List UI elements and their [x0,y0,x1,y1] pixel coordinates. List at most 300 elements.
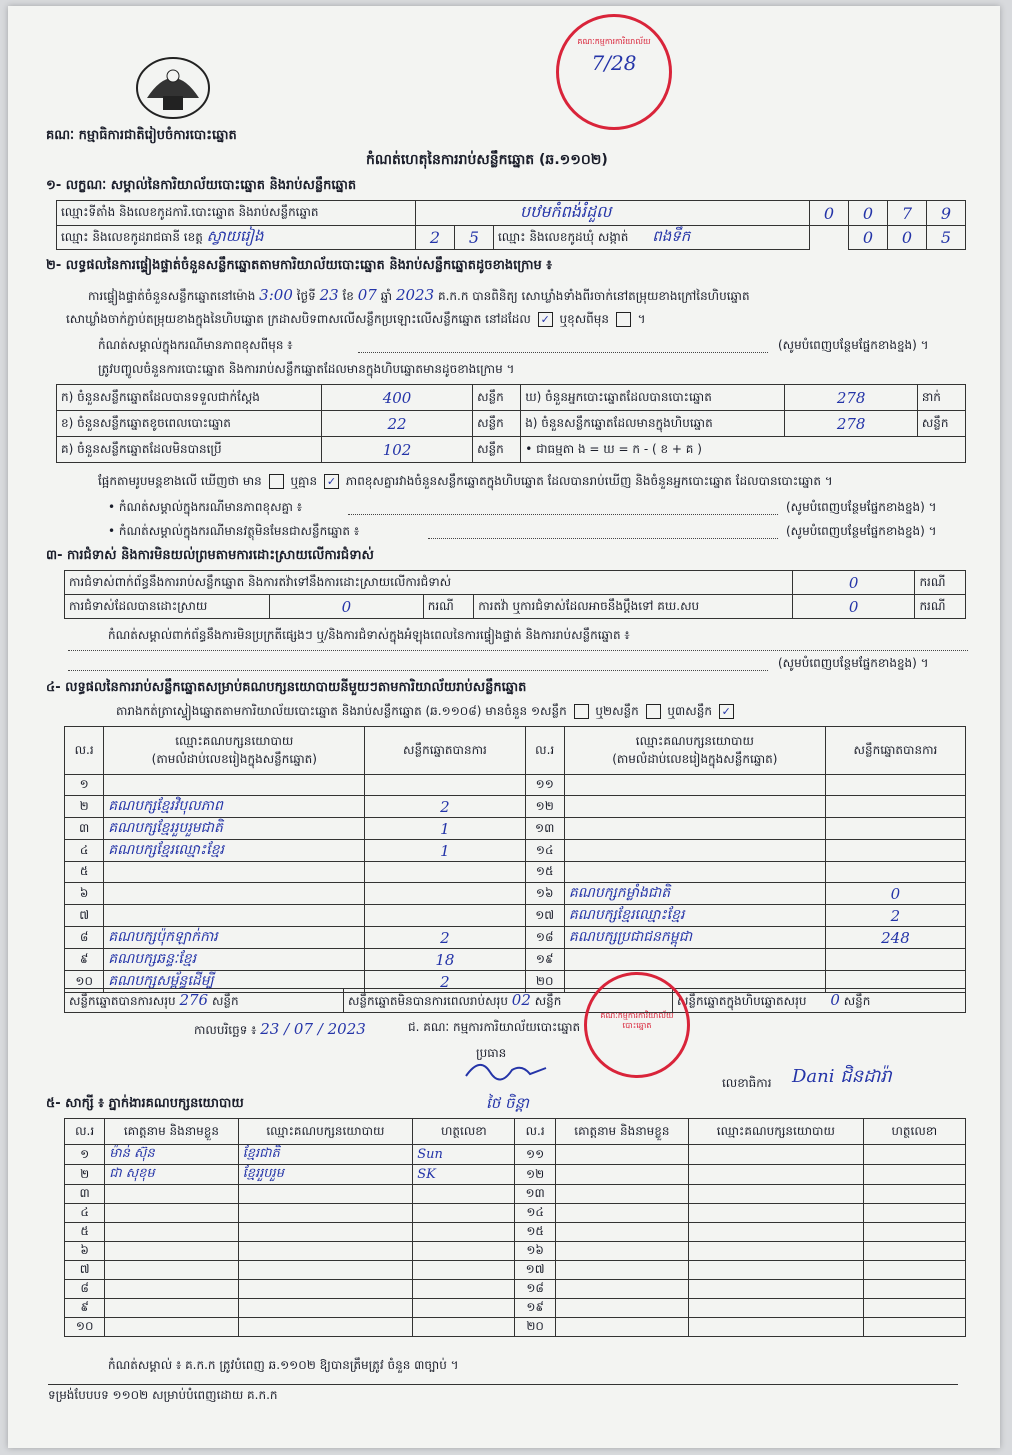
witness-party [238,1185,413,1204]
party-name [564,818,825,840]
text: ផ្អែកតាមរូបមន្តខាងលើ ឃើញថា មាន [98,474,262,488]
row-number: ១៨ [525,927,564,949]
valid-votes: 1 [365,818,525,840]
province-handwritten: ស្វាយរៀង [206,226,264,245]
witness-signature [863,1145,965,1165]
row-number: ១៣ [525,818,564,840]
witness-name [105,1242,238,1261]
irregularity-note: កំណត់សម្គាល់ពាក់ព័ន្ធនឹងការមិនប្រក្រតីផ្សេងៗ ឬ/និងការជំទាស់ក្នុងអំឡុងពេលនៃការផ្ទៀងផ្ទាត់ និងការរាប់សន្លឹកឆ្នោត ៖ [108,628,630,642]
bullet-difference: • កំណត់សម្គាល់ក្នុងករណីមានភាពខុសគ្នា ៖ [108,500,303,514]
dotted-line [348,514,778,515]
date-handwritten: 23 / 07 / 2023 [260,1020,366,1038]
row-number: ១៣ [515,1185,555,1204]
party-name [104,775,365,796]
witness-signature [413,1318,515,1337]
col-party-sub: (តាមលំដាប់លេខរៀងក្នុងសន្លឹកឆ្នោត) [151,751,317,766]
province-label: ឈ្មោះ និងលេខកូដរាជធានី ខេត្ត [61,229,203,244]
row-number: ១៦ [515,1242,555,1261]
witness-signature [413,1280,515,1299]
valid-votes: 2 [825,905,965,927]
row-number: ១៩ [525,949,564,971]
row-number: ១៩ [515,1299,555,1318]
row-number: ៧ [65,905,104,927]
stamp-top-handwritten: 7/28 [591,50,637,75]
text: សោឃ្លាំងចាក់ភ្ជាប់តម្រុយខាងក្នុងនៃហិបឆ្នោត ក្រដាសបិទពាសលើសន្លឹកប្រឡោះលើសន្លឹកឆ្នោត នៅដដែល [66,312,531,326]
party-name: គណបក្សខ្មែរឈ្មោះខ្មែរ [104,840,365,862]
count-label: ក) ចំនួនសន្លឹកឆ្នោតដែលបានទទួលជាក់ស្តែង [57,385,322,411]
col-party [564,727,825,775]
witness-signature [413,1299,515,1318]
table-row [65,905,966,927]
row-number: ១៤ [525,840,564,862]
witness-party [689,1299,864,1318]
form-title: កំណត់ហេតុនៃការរាប់សន្លឹកឆ្នោត (ឆ.១១០២) [366,152,608,168]
row-number: ១២ [515,1165,555,1185]
verification-line-2 [66,312,646,327]
total-box-cell [673,989,966,1013]
table-row [65,796,966,818]
office-name-handwritten: បឋមកំពង់រំដួល [520,202,612,221]
witness-signature [413,1204,515,1223]
witness-party [689,1318,864,1337]
party-name: គណបក្សខ្មែររួបរួមជាតិ [104,818,365,840]
text: ។ [637,312,646,326]
chair-name: ថៃ ចិន្តា [486,1094,529,1112]
one-sheet-checkbox[interactable] [574,704,589,719]
total-valid-label: សន្លឹកឆ្នោតបានការសរុប [69,993,176,1008]
count-value: 278 [785,411,917,437]
witness-party [689,1261,864,1280]
count-value: 22 [322,411,473,437]
province-code-digit: 5 [455,226,494,250]
has-difference-checkbox[interactable] [269,474,284,489]
dotted-line [68,650,968,651]
valid-votes [365,905,525,927]
commune-code-digit: 5 [927,226,966,250]
province-code-digit: 2 [416,226,455,250]
count-unit: សន្លឹក [473,385,521,411]
row-number: ១ [65,775,104,796]
table-row [65,1145,966,1165]
row-number: ១៧ [525,905,564,927]
appeal-value: 0 [792,595,915,619]
row-number: ៨ [65,927,104,949]
witness-signature [863,1223,965,1242]
stamp-middle-text: គណៈកម្មការការិយាល័យបោះឆ្នោត [600,1011,674,1030]
valid-votes [825,775,965,796]
official-stamp-middle [584,972,690,1078]
difference-check-line [98,474,833,489]
appeal-unit: ករណី [915,595,966,619]
bullet-suffix: (សូមបំពេញបន្ថែមផ្នែកខាងខ្នង) ។ [786,500,937,514]
valid-votes [825,949,965,971]
form-footer: ទម្រង់បែបបទ ១១០២ សម្រាប់បំពេញដោយ គ.ក.ក [48,1388,278,1402]
valid-votes [825,818,965,840]
count-unit: សន្លឹក [917,411,965,437]
witness-party [689,1185,864,1204]
count-unit: សន្លឹក [473,437,521,463]
witness-name [555,1145,688,1165]
row-number: ១១ [525,775,564,796]
day-handwritten: 23 [319,286,339,304]
table-row [65,1204,966,1223]
table-row [65,927,966,949]
witness-name [555,1242,688,1261]
witness-party [238,1242,413,1261]
table-row [65,1280,966,1299]
party-name: គណបក្សខ្មែរឈ្មោះខ្មែរ [564,905,825,927]
text: ឬគ្មាន [290,474,318,488]
party-name: គណបក្សខ្មែរវិបុលភាព [104,796,365,818]
official-stamp-top [556,14,672,130]
office-code-digit: 0 [849,201,888,226]
table-row [65,1261,966,1280]
office-value [416,201,810,226]
row-number: ៩ [65,1299,105,1318]
col-party-sub: (តាមលំដាប់លេខរៀងក្នុងសន្លឹកឆ្នោត) [612,751,778,766]
row-number: ១២ [525,796,564,818]
row-number: ១៥ [525,862,564,883]
totals-table [64,988,966,1013]
witness-signature: SK [413,1165,515,1185]
party-name: គណបក្សប្រជាជនកម្ពុជា [564,927,825,949]
table-row [65,1242,966,1261]
objection-label: ការជំទាស់ពាក់ព័ន្ធនឹងការរាប់សន្លឹកឆ្នោត និងការតវ៉ាទៅនឹងការដោះស្រាយលើការជំទាស់ [65,571,793,595]
secretary-name: Dani ជិនដារ៉ា [792,1066,892,1087]
witness-signature [863,1242,965,1261]
witness-party [238,1223,413,1242]
row-number: ២០ [525,971,564,993]
witness-name [105,1318,238,1337]
row-number: ១៧ [515,1261,555,1280]
witness-party [238,1299,413,1318]
valid-votes [825,840,965,862]
witness-party [689,1242,864,1261]
valid-votes: 0 [825,883,965,905]
office-identity-table [56,200,966,250]
appeal-label: ការតវ៉ា ឬការជំទាស់ដែលអាចនឹងប្តឹងទៅ គឃ.សប [474,595,793,619]
witness-name: ម៉ាន់ ស៊ុន [105,1145,238,1165]
witness-name [105,1223,238,1242]
chair-signature-icon [460,1054,550,1088]
commune-cell [494,226,810,250]
party-name [564,862,825,883]
valid-votes: 1 [365,840,525,862]
time-handwritten: 3:00 [259,286,293,304]
text: ខែ [342,289,354,303]
two-sheet-checkbox[interactable] [646,704,661,719]
count-label: គ) ចំនួនសន្លឹកឆ្នោតដែលមិនបានប្រើ [57,437,322,463]
valid-votes: 2 [365,927,525,949]
table-row [65,840,966,862]
footer-divider [48,1384,958,1385]
dotted-line [68,670,768,671]
witness-party [238,1204,413,1223]
valid-votes [365,862,525,883]
col-votes: សន្លឹកឆ្នោតបានការ [825,727,965,775]
col-party-title: ឈ្មោះគណបក្សនយោបាយ [635,733,754,748]
valid-votes [365,775,525,796]
count-value: 278 [785,385,917,411]
witness-name [105,1299,238,1318]
row-number: ៧ [65,1261,105,1280]
text: ឬខុសពីមុន [559,312,610,326]
verification-line-1 [88,286,750,304]
witness-party: ខ្មែរជាតិ [238,1145,413,1165]
col-sign: ហត្ថលេខា [863,1119,965,1145]
party-name [564,949,825,971]
witness-name [555,1185,688,1204]
witness-party [238,1280,413,1299]
witness-party [689,1165,864,1185]
count-label: ឃ) ចំនួនអ្នកបោះឆ្នោតដែលបានបោះឆ្នោត [521,385,785,411]
section5-heading: ៥- សាក្សី ៖ ភ្នាក់ងារគណបក្សនយោបាយ [46,1096,244,1111]
commune-code-digit: 0 [888,226,927,250]
row-number: ៤ [65,1204,105,1223]
witness-party [238,1318,413,1337]
date-label: កាលបរិច្ឆេទ ៖ [194,1023,257,1037]
table-row [65,1318,966,1337]
party-name: គណបក្សសម្ព័ន្ធដើម្បី [104,971,365,993]
witness-name [105,1280,238,1299]
unit: សន្លឹក [211,993,239,1008]
row-number: ៦ [65,1242,105,1261]
resolved-value: 0 [270,595,424,619]
office-label: ឈ្មោះទីតាំង និងលេខកូដការិ.បោះឆ្នោត និងរាប់សន្លឹកឆ្នោត [57,201,416,226]
witness-signature [863,1204,965,1223]
commune-handwritten: ពងទឹក [652,226,691,245]
row-number: ២ [65,1165,105,1185]
resolved-label: ការជំទាស់ដែលបានដោះស្រាយ [65,595,270,619]
col-no: ល.រ [65,727,104,775]
witness-signature [863,1261,965,1280]
valid-votes [825,862,965,883]
witness-name [105,1261,238,1280]
party-name [564,796,825,818]
witness-name [105,1204,238,1223]
section2-heading: ២- លទ្ធផលនៃការផ្ទៀងផ្ទាត់ចំនួនសន្លឹកឆ្នោតតាមការិយាល័យបោះឆ្នោត និងរាប់សន្លឹកឆ្នោតដូចខាងក្រោម ៖ [46,258,552,273]
text: ការផ្ទៀងផ្ទាត់ចំនួនសន្លឹកឆ្នោតនៅម៉ោង [88,289,256,303]
valid-votes [825,796,965,818]
difference-note-label: កំណត់សម្គាល់ក្នុងករណីមានភាពខុសពីមុន ៖ [98,338,293,352]
party-name [104,883,365,905]
no-difference-checkbox[interactable]: ✓ [324,474,339,489]
date-line [194,1020,366,1038]
month-handwritten: 07 [357,286,377,304]
total-invalid-value: 02 [511,990,531,1009]
count-value: 400 [322,385,473,411]
witness-name [555,1223,688,1242]
witness-signature [413,1185,515,1204]
row-number: ១០ [65,971,104,993]
nec-emblem-icon [133,52,213,122]
formula: • ជាធម្មតា ង = ឃ = ក - ( ខ + គ ) [521,437,966,463]
total-box-value: 0 [830,990,840,1009]
office-code-digit: 7 [888,201,927,226]
table-row [65,818,966,840]
table-row [65,775,966,796]
bullet-non-ballot: • កំណត់សម្គាល់ក្នុងករណីមានវត្ថុមិនមែនជាសន្លឹកឆ្នោត ៖ [108,524,360,538]
table-row [65,1223,966,1242]
dotted-line [358,352,768,353]
witness-party [689,1204,864,1223]
difference-note-suffix: (សូមបំពេញបន្ថែមផ្នែកខាងខ្នង) ។ [778,338,929,352]
count-unit: នាក់ [917,385,965,411]
committee-name: គណៈ កម្មាធិការជាតិរៀបចំការបោះឆ្នោត [46,128,237,143]
unit: សន្លឹក [843,993,871,1008]
document-page [8,6,1000,1448]
col-no: ល.រ [525,727,564,775]
valid-votes: 18 [365,949,525,971]
col-votes: សន្លឹកឆ្នោតបានការ [365,727,525,775]
valid-votes [365,883,525,905]
witness-signature [863,1165,965,1185]
table-row [65,1165,966,1185]
office-code-digit: 0 [810,201,849,226]
ballot-count-table [56,384,966,463]
witness-signature [413,1223,515,1242]
valid-votes: 2 [365,971,525,993]
section3-heading: ៣- ការជំទាស់ និងការមិនយល់ព្រមតាមការដោះស្រាយលើការជំទាស់ [46,548,374,563]
row-number: ៨ [65,1280,105,1299]
objection-value: 0 [792,571,915,595]
witness-signature [863,1185,965,1204]
same-checkbox[interactable]: ✓ [538,312,553,327]
total-valid-value: 276 [179,990,209,1009]
row-number: ១៥ [515,1223,555,1242]
row-number: ៥ [65,1223,105,1242]
col-party [104,727,365,775]
row-number: ៣ [65,818,104,840]
total-invalid-label: សន្លឹកឆ្នោតមិនបានការពេលរាប់សរុប [348,993,508,1008]
footnote: កំណត់សម្គាល់ ៖ គ.ក.ក ត្រូវបំពេញ ឆ.១១០២ ឱ្យបានត្រឹមត្រូវ ចំនួន ៣ច្បាប់ ។ [108,1358,459,1372]
witness-party [689,1280,864,1299]
col-name: គោត្តនាម និងនាមខ្លួន [555,1119,688,1145]
count-instruction: ត្រូវបញ្ចូលចំនួនការបោះឆ្នោត និងការរាប់សន្លឹកឆ្នោតដែលមានក្នុងហិបឆ្នោតមានដូចខាងក្រោម ។ [98,362,515,376]
col-no: ល.រ [65,1119,105,1145]
party-name [104,862,365,883]
row-number: ៣ [65,1185,105,1204]
party-name [564,775,825,796]
objection-table [64,570,966,619]
col-no: ល.រ [515,1119,555,1145]
witness-signature [413,1261,515,1280]
table-row [65,1299,966,1318]
col-sign: ហត្ថលេខា [413,1119,515,1145]
section4-heading: ៤- លទ្ធផលនៃការរាប់សន្លឹកឆ្នោតសម្រាប់គណបក្សនយោបាយនីមួយៗតាមការិយាល័យរាប់សន្លឹកឆ្នោត [46,680,527,695]
row-number: ១៨ [515,1280,555,1299]
row-number: ៩ [65,949,104,971]
witness-signature [863,1280,965,1299]
col-name: គោត្តនាម និងនាមខ្លួន [105,1119,238,1145]
committee-sign-label: ជ. គណៈ កម្មការការិយាល័យបោះឆ្នោត [408,1020,581,1034]
count-label: ខ) ចំនួនសន្លឹកឆ្នោតខូចពេលបោះឆ្នោត [57,411,322,437]
total-box-label: សន្លឹកឆ្នោតក្នុងហិបឆ្នោតសរុប [677,993,807,1008]
witness-name [555,1280,688,1299]
tally-sheet-line [116,704,737,719]
row-number: ១១ [515,1145,555,1165]
bullet-suffix: (សូមបំពេញបន្ថែមផ្នែកខាងខ្នង) ។ [786,524,937,538]
witness-party [689,1223,864,1242]
valid-votes: 248 [825,927,965,949]
party-name: គណបក្សប៉ុកឡាក់ការ [104,927,365,949]
table-row [65,1185,966,1204]
objection-unit: ករណី [915,571,966,595]
witness-name [555,1318,688,1337]
col-party-title: ឈ្មោះគណបក្សនយោបាយ [175,733,294,748]
witness-name: ជា សុខុម [105,1165,238,1185]
irregularity-suffix: (សូមបំពេញបន្ថែមផ្នែកខាងខ្នង) ។ [778,656,929,670]
text: ភាពខុសគ្នារវាងចំនួនសន្លឹកឆ្នោតក្នុងហិបឆ្នោត ដែលបានរាប់ឃើញ និងចំនួនអ្នកបោះឆ្នោត ដែលបានបោះឆ្នោត ។ [345,474,833,488]
text: គ.ក.ក បានពិនិត្យ សោឃ្លាំងទាំងពីរចាក់នៅតម្រុយខាងក្រៅនៃហិបឆ្នោត [437,289,750,303]
count-unit: សន្លឹក [473,411,521,437]
row-number: ២០ [515,1318,555,1337]
row-number: ៤ [65,840,104,862]
party-name: គណបក្សឆន្ទៈខ្មែរ [104,949,365,971]
text: ឆ្នាំ [380,289,393,303]
stamp-top-text: គណៈកម្មការការិយាល័យ [577,37,651,46]
party-name [564,840,825,862]
witness-name [555,1261,688,1280]
col-party: ឈ្មោះគណបក្សនយោបាយ [689,1119,864,1145]
witness-name [105,1185,238,1204]
table-row [65,862,966,883]
witness-name [555,1165,688,1185]
witness-name [555,1299,688,1318]
row-number: ១៦ [525,883,564,905]
commune-code-digit: 0 [849,226,888,250]
secretary-label: លេខាធិការ [722,1076,772,1090]
text: តារាងកត់ត្រាស្ទៀងឆ្នោតតាមការិយាល័យបោះឆ្នោត និងរាប់សន្លឹកឆ្នោត (ឆ.១១០៨) មានចំនួន ១សន្លឹក [116,704,567,718]
section1-heading: ១- លក្ខណៈ សម្គាល់នៃការិយាល័យបោះឆ្នោត និងរាប់សន្លឹកឆ្នោត [46,178,357,193]
results-table [64,726,966,993]
chair-label: ប្រធាន [476,1046,507,1060]
total-valid-cell [65,989,344,1013]
commune-label: ឈ្មោះ និងលេខកូដឃុំ សង្កាត់ [498,229,629,244]
row-number: ១៤ [515,1204,555,1223]
witness-party [689,1145,864,1165]
witness-party [238,1261,413,1280]
count-value: 102 [322,437,473,463]
resolved-unit: ករណី [423,595,474,619]
office-code-digit: 9 [927,201,966,226]
row-number: ១០ [65,1318,105,1337]
table-row [65,883,966,905]
different-checkbox[interactable] [616,312,631,327]
text: ថ្ងៃទី [296,289,316,303]
witness-signature: Sun [413,1145,515,1165]
three-sheet-checkbox[interactable]: ✓ [719,704,734,719]
row-number: ២ [65,796,104,818]
row-number: ១ [65,1145,105,1165]
dotted-line [428,538,778,539]
col-party: ឈ្មោះគណបក្សនយោបាយ [238,1119,413,1145]
party-name [104,905,365,927]
witness-party: ខ្មែររួបរួម [238,1165,413,1185]
province-cell [57,226,416,250]
table-row [65,949,966,971]
party-name: គណបក្សកម្លាំងជាតិ [564,883,825,905]
witness-signature [863,1299,965,1318]
text: ឬ២សន្លឹក [595,704,639,718]
count-label: ង) ចំនួនសន្លឹកឆ្នោតដែលមានក្នុងហិបឆ្នោត [521,411,785,437]
year-handwritten: 2023 [395,286,435,304]
text: ឬ៣សន្លឹក [667,704,712,718]
witness-signature [863,1318,965,1337]
row-number: ៦ [65,883,104,905]
row-number: ៥ [65,862,104,883]
witness-signature [413,1242,515,1261]
